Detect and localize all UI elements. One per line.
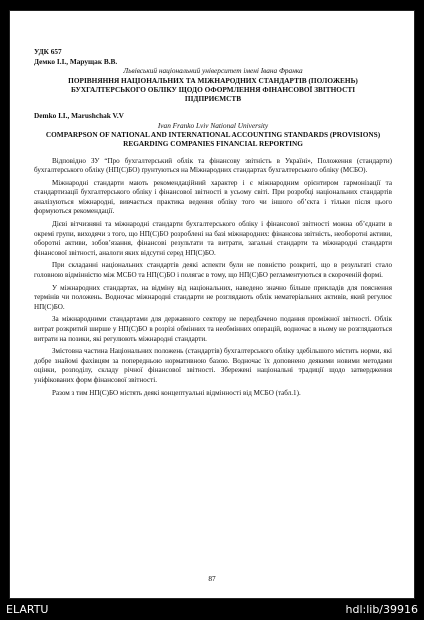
authors-en: Demko I.I., Marushchak V.V [34, 111, 124, 121]
authors-ua: Демко І.І., Марущак В.В. [34, 56, 118, 66]
affiliation-ua: Львівський національний університет імені Івана Франка [123, 66, 303, 75]
footer-repository: ELARTU [6, 603, 49, 616]
paragraph: Міжнародні стандарти мають рекомендаційний характер і є міжнародним орієнтиром гармонізації та стандартизації бухгалтерського обліку і фінансової звітності в усьому світі. При розробці національних стандартів аналізуються міжнародні, вивчається практика ведення обліку того чи іншого об’єкта і тільки після цього формуються рекомендації. [34, 178, 392, 216]
article-content [34, 47, 392, 401]
title-en: COMPARPSON OF NATIONAL AND INTERNATIONAL ACCOUNTING STANDARDS (PROVISIONS) REGARDING COMPANIES FINANCIAL REPORTING [45, 130, 381, 149]
paragraph: Змістовна частина Національних положень (стандартів) бухгалтерського обліку здебільшого містить норми, які добре знайомі фахівцям за попередньою нормативною базою. Водночас їх доповнено деякими новими методами оцінки, розподілу, складу річної фінансової звітності. Збережені національні традиції щодо затвердження уніфікованих форм фінансової звітності. [34, 347, 392, 384]
paragraph: У міжнародних стандартах, на відміну від національних, наведено значно більше прикладів для пояснення термінів чи положень. Водночас міжнародні стандарти не розглядають облік нематеріальних активів, який регулює НП(С)БО. [34, 283, 392, 311]
article-body [34, 157, 392, 399]
paragraph: Разом з тим НП(С)БО містять деякі концептуальні відмінності від МСБО (табл.1). [52, 388, 301, 397]
udk-code: УДК 657 [34, 47, 62, 56]
affiliation-en: Ivan Franko Lviv National University [157, 120, 269, 130]
title-ua: ПОРІВНЯННЯ НАЦІОНАЛЬНИХ ТА МІЖНАРОДНИХ СТАНДАРТІВ (ПОЛОЖЕНЬ) БУХГАЛТЕРСЬКОГО ОБЛІКУ ЩОДО ОФОРМЛЕННЯ ФІНАНСОВОЇ ЗВІТНОСТІ ПІДПРИЄМСТВ [68, 75, 358, 103]
paragraph: За міжнародними стандартами для державного сектору не передбачено подання проміжної звітності. Облік витрат розкритий ширше у НП(С)БО в розрізі обмінних та необмінних операцій, водночас в ньому не розглядаються витрати на позики, які регулюють міжнародні стандарти. [34, 315, 392, 343]
page-number: 87 [208, 574, 216, 583]
paragraph: Дієві вітчизняні та міжнародні стандарти бухгалтерського обліку і фінансової звітності можна об’єднати в окремі групи, виходячи з того, що НП(С)БО розроблені на базі міжнародних: фінансова звітність, необоротні активи, оборотні активи, зобов’язання, фінансові результати та витрати, загальні стандарти та міжнародні стандарти фінансової звітності, аналоги яких відсутні серед НП(С)БО. [34, 220, 392, 257]
paragraph: При складанні національних стандартів деякі аспекти були не повністю розкриті, що в результаті стало головною відмінністю між МСБО та НП(С)БО і полягає в тому, що НП(С)БО регламентуються в скороченій формі. [34, 261, 392, 280]
footer-bar [0, 600, 424, 620]
paper-page [9, 10, 415, 599]
paragraph: Відповідно ЗУ “Про бухгалтерський облік та фінансову звітність в Україні», Положення (стандарти) бухгалтерського обліку (НП(С)БО) ґрунтуються на Міжнародних стандартах бухгалтерського обліку (МСБО). [34, 156, 392, 175]
footer-handle: hdl:lib/39916 [345, 603, 418, 616]
